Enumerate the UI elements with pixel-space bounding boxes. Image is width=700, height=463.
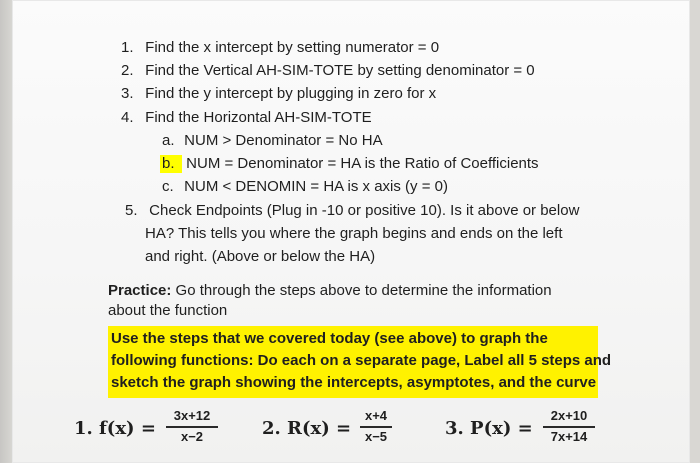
step-2: [121, 62, 535, 80]
step-4-number: 4.: [121, 109, 134, 126]
function-2-fraction: [360, 408, 392, 448]
function-3-fraction: [543, 408, 595, 448]
function-1: [74, 408, 224, 448]
function-2: [262, 408, 402, 448]
substep-a-letter: a.: [162, 132, 175, 149]
function-2-numerator: x+4: [364, 408, 388, 423]
step-3-text: Find the y intercept by plugging in zero for x: [145, 85, 437, 102]
practice-line-1: Go through the steps above to determine the information: [171, 282, 552, 299]
step-1-number: 1.: [121, 39, 134, 56]
function-1-label: 1. f(x) =: [74, 418, 156, 439]
function-3-numerator: 2x+10: [550, 408, 588, 423]
function-2-fraction-bar: [360, 426, 392, 428]
step-5-line-1: Check Endpoints (Plug in -10 or positive 10). Is it above or below: [149, 202, 580, 219]
step-5-number: 5.: [125, 202, 138, 219]
substep-c-letter: c.: [162, 178, 174, 195]
function-2-label: 2. R(x) =: [262, 418, 352, 439]
step-5: [125, 202, 579, 220]
function-1-numerator: 3x+12: [173, 408, 211, 423]
step-5-line-3: and right. (Above or below the HA): [145, 248, 376, 265]
step-1-text: Find the x intercept by setting numerator = 0: [145, 39, 440, 56]
function-2-denominator: x−5: [364, 429, 388, 444]
substep-b-letter: b.: [160, 155, 182, 173]
practice-line-2: about the function: [108, 302, 228, 319]
practice-paragraph: [108, 281, 588, 321]
practice-label: Practice:: [108, 282, 172, 299]
function-3-fraction-bar: [543, 426, 595, 428]
instructions-highlight: [108, 326, 612, 398]
instructions-line-3: sketch the graph showing the intercepts, asymptotes, and the curve: [111, 374, 597, 391]
substep-c: [162, 178, 448, 196]
function-3-label: 3. P(x) =: [445, 418, 533, 439]
step-5-line-3-row: [145, 248, 375, 266]
instructions-line-2: following functions: Do each on a separate page, Label all 5 steps and: [111, 352, 612, 369]
step-1: [121, 39, 439, 57]
step-5-line-2: HA? This tells you where the graph begins and ends on the left: [145, 225, 563, 242]
step-3: [121, 85, 436, 103]
function-1-fraction-bar: [166, 426, 218, 428]
function-1-denominator: x−2: [180, 429, 204, 444]
step-3-number: 3.: [121, 85, 134, 102]
step-4: [121, 109, 372, 127]
substep-b-text: NUM = Denominator = HA is the Ratio of Coefficients: [186, 155, 539, 172]
instructions-line-1: Use the steps that we covered today (see above) to graph the: [111, 330, 548, 347]
step-2-text: Find the Vertical AH-SIM-TOTE by setting denominator = 0: [145, 62, 535, 79]
function-1-fraction: [166, 408, 218, 448]
substep-b: [160, 155, 539, 173]
function-3: [445, 408, 605, 448]
function-3-denominator: 7x+14: [550, 429, 588, 444]
substep-a: [162, 132, 383, 150]
substep-a-text: NUM > Denominator = No HA: [184, 132, 383, 149]
step-2-number: 2.: [121, 62, 134, 79]
function-list: [0, 400, 700, 460]
step-4-text: Find the Horizontal AH-SIM-TOTE: [145, 109, 372, 126]
step-5-line-2-row: [145, 225, 563, 243]
substep-c-text: NUM < DENOMIN = HA is x axis (y = 0): [184, 178, 448, 195]
